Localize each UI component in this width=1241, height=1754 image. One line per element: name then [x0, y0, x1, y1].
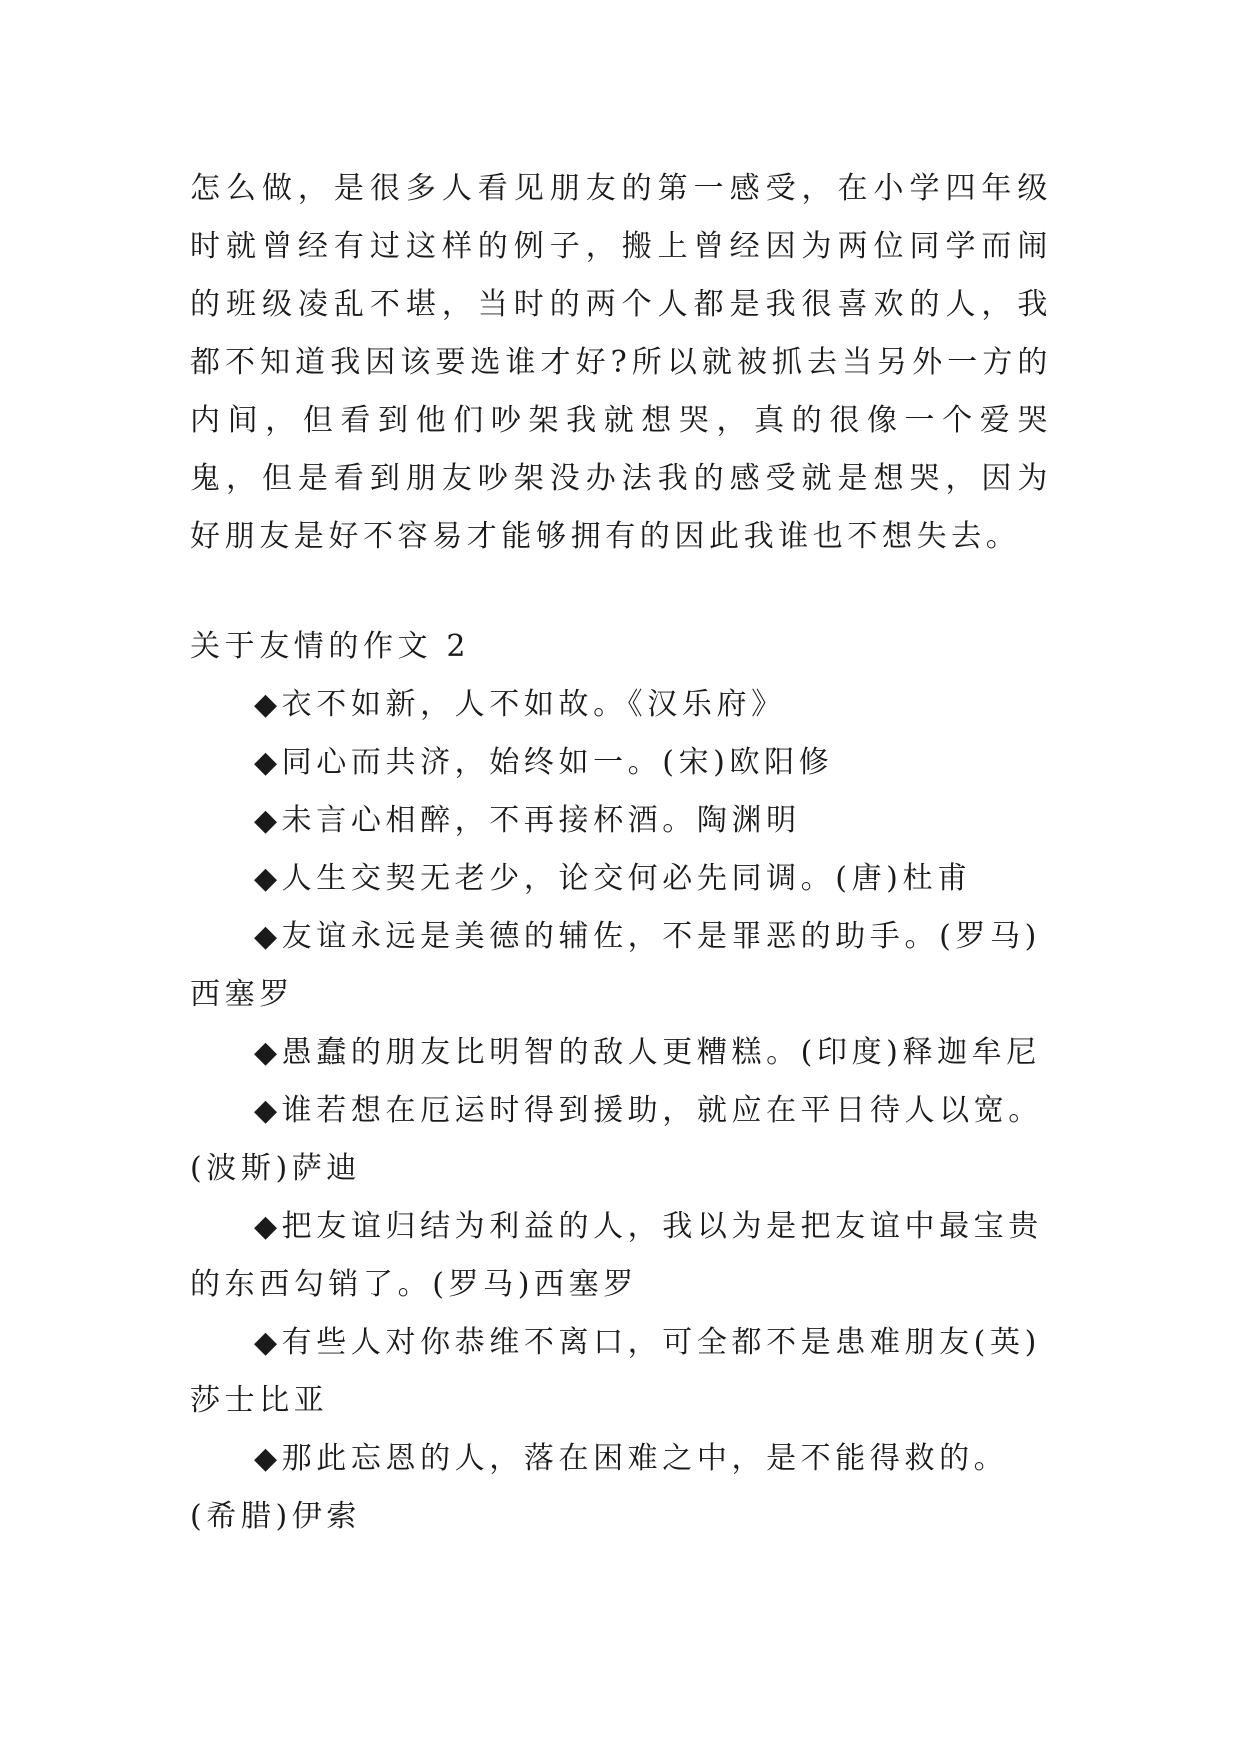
quote-item: ◆未言心相醉，不再接杯酒。陶渊明 — [254, 803, 801, 838]
intro-paragraph: 怎么做，是很多人看见朋友的第一感受，在小学四年级时就曾经有过这样的例子，搬上曾经因为两位同学而闹的班级凌乱不堪，当时的两个人都是我很喜欢的人，我都不知道我因该要选谁才好?所以就被抓去当另外一方的内间，但看到他们吵架我就想哭，真的很像一个爱哭鬼，但是看到朋友吵架没办法我的感受就是想哭，因为好朋友是好不容易才能够拥有的因此我谁也不想失去。 — [190, 171, 1052, 554]
quote-item: ◆衣不如新，人不如故。《汉乐府》 — [254, 687, 786, 722]
document-page — [190, 160, 1052, 1546]
section-heading: 关于友情的作文 2 — [190, 629, 471, 664]
quote-item: ◆那此忘恩的人，落在困难之中，是不能得救的。(希腊)伊索 — [190, 1441, 1009, 1534]
quote-item: ◆同心而共济，始终如一。(宋)欧阳修 — [254, 745, 834, 780]
quote-item: ◆友谊永远是美德的辅佐，不是罪恶的助手。(罗马)西塞罗 — [190, 919, 1041, 1012]
quote-item: ◆把友谊归结为利益的人，我以为是把友谊中最宝贵的东西勾销了。(罗马)西塞罗 — [190, 1209, 1043, 1302]
quote-item: ◆有些人对你恭维不离口，可全都不是患难朋友(英)莎士比亚 — [190, 1325, 1041, 1418]
quote-item: ◆谁若想在厄运时得到援助，就应在平日待人以宽。(波斯)萨迪 — [190, 1093, 1043, 1186]
quote-item: ◆人生交契无老少，论交何必先同调。(唐)杜甫 — [254, 861, 972, 896]
quote-item: ◆愚蠢的朋友比明智的敌人更糟糕。(印度)释迦牟尼 — [254, 1035, 1041, 1070]
